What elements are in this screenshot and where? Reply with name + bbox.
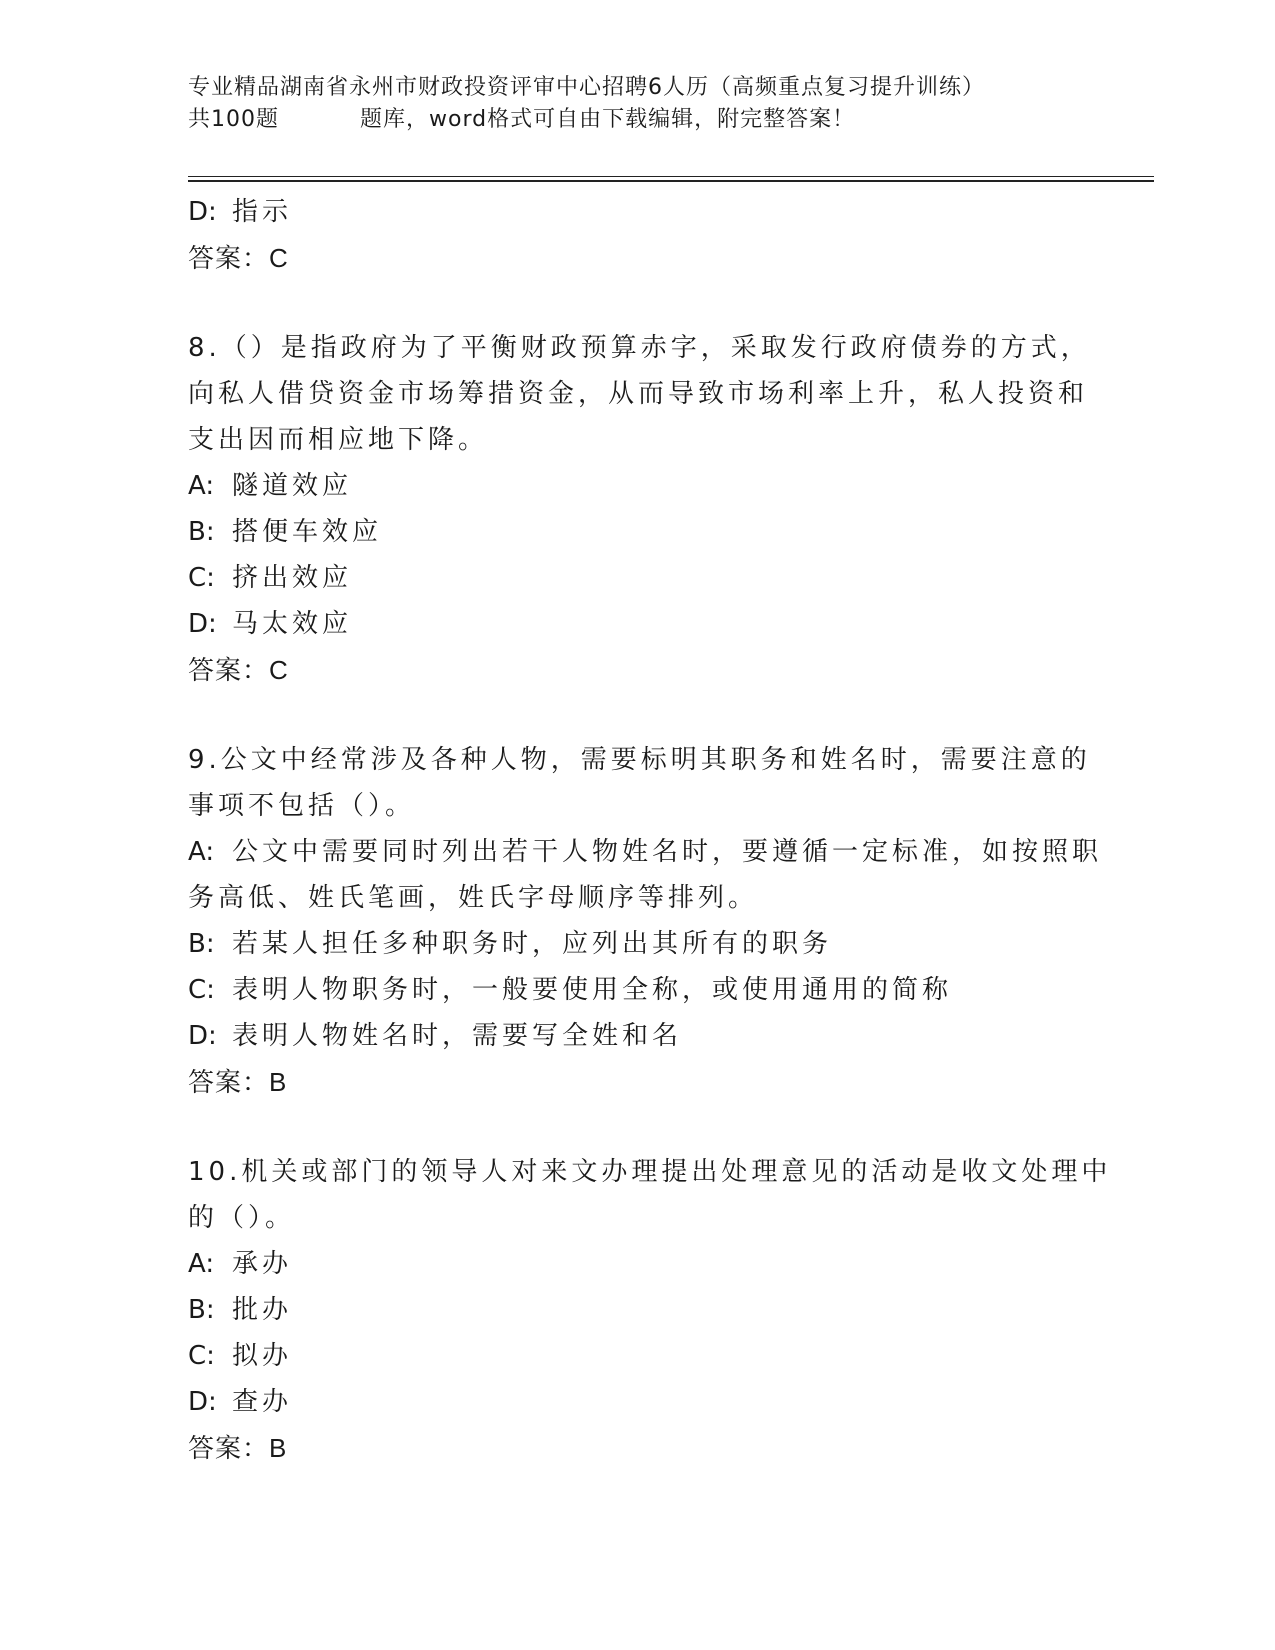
option-b [188,921,1068,967]
option-a [188,1241,1068,1287]
option-text: 隧道效应 [232,471,353,501]
option-text: 查办 [232,1387,293,1417]
option-key: A: [188,1249,215,1279]
option-text: 承办 [232,1249,293,1279]
option-key: D: [188,1021,217,1051]
question-stem-line: 8.（）是指政府为了平衡财政预算赤字，采取发行政府债券的方式， [188,333,1091,363]
option-key: A: [188,837,215,867]
question-list [188,189,1112,1471]
option-text: 马太效应 [232,609,353,639]
header-divider-thick [188,180,1154,182]
question-stem-line: 9.公文中经常涉及各种人物，需要标明其职务和姓名时，需要注意的 [188,745,1091,775]
question-stem-line: 事项不包括（）。 [188,791,416,821]
option-c [188,555,1068,601]
header-divider-thin [188,176,1154,177]
question-10 [188,1149,1112,1471]
option-key: B: [188,1295,215,1325]
option-text: 指示 [232,197,293,227]
question-stem-line: 向私人借贷资金市场筹措资金，从而导致市场利率上升，私人投资和 [188,379,1089,409]
option-d [188,601,1068,647]
option-text: 搭便车效应 [232,517,383,547]
option-key: D: [188,197,217,227]
option-d [188,1379,1068,1425]
option-key: B: [188,517,215,547]
option-d [188,189,1068,235]
option-key: A: [188,471,215,501]
option-b [188,1287,1068,1333]
option-d [188,1013,1068,1059]
option-a [188,829,1103,875]
question-stem-line: 10.机关或部门的领导人对来文办理提出处理意见的活动是收文处理中 [188,1157,1112,1187]
question-8 [188,325,1091,693]
option-key: C: [188,975,215,1005]
option-b [188,509,1068,555]
answer-line: 答案：B [188,1433,288,1463]
question-9 [188,737,1103,1105]
option-text: 挤出效应 [232,563,353,593]
header-title-rest: 题库，word格式可自由下载编辑，附完整答案！ [360,107,856,132]
option-text: 拟办 [232,1341,293,1371]
option-key: D: [188,609,217,639]
answer-line: 答案：B [188,1067,288,1097]
option-text: 公文中需要同时列出若干人物姓名时，要遵循一定标准，如按照职 [232,837,1103,867]
option-key: B: [188,929,215,959]
option-text: 表明人物姓名时，需要写全姓和名 [232,1021,683,1051]
option-key: C: [188,563,215,593]
option-key: D: [188,1387,217,1417]
option-a-continued: 务高低、姓氏笔画，姓氏字母顺序等排列。 [188,883,759,913]
question-stem-line: 的（）。 [188,1203,296,1233]
question-stem-line: 支出因而相应地下降。 [188,425,489,455]
answer-line: 答案：C [188,243,289,273]
header-title-line2 [188,104,1108,136]
option-a [188,463,1068,509]
option-c [188,1333,1068,1379]
option-c [188,967,1068,1013]
option-text: 批办 [232,1295,293,1325]
page-header [188,72,1108,136]
header-title-line1: 专业精品湖南省永州市财政投资评审中心招聘6人历（高频重点复习提升训练） [188,75,985,100]
header-question-count: 共100题 [188,107,279,132]
option-text: 表明人物职务时，一般要使用全称，或使用通用的简称 [232,975,953,1005]
option-key: C: [188,1341,215,1371]
option-text: 若某人担任多种职务时，应列出其所有的职务 [232,929,833,959]
answer-line: 答案：C [188,655,289,685]
